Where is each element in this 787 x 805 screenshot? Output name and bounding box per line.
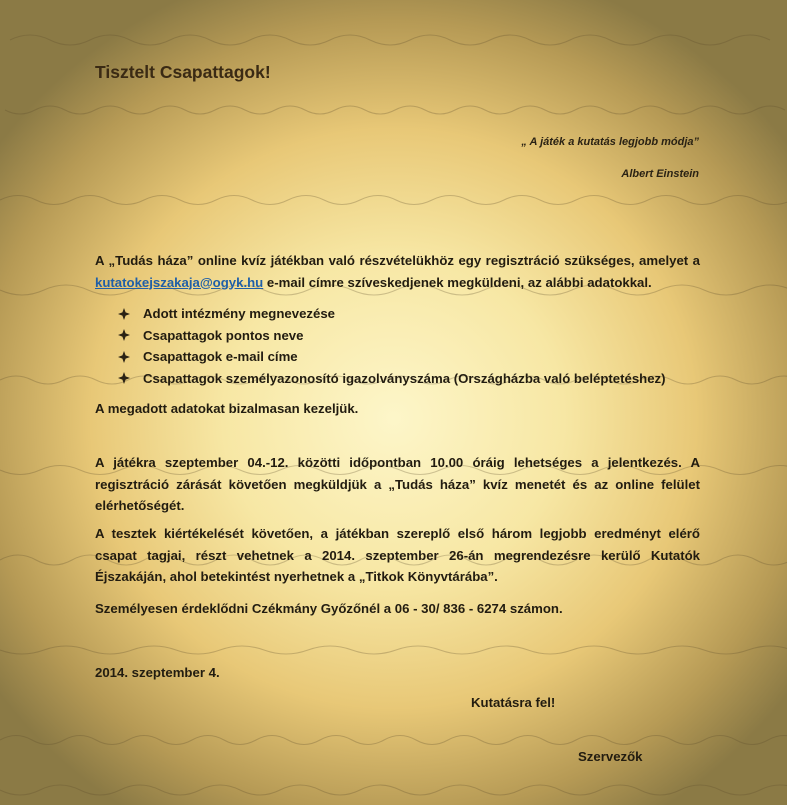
greeting-heading: Tisztelt Csapattagok! <box>95 62 271 82</box>
privacy-note: A megadott adatokat bizalmasan kezeljük. <box>95 401 359 416</box>
list-item <box>118 346 666 368</box>
diamond-bullet-icon <box>118 308 130 320</box>
list-item <box>118 325 666 347</box>
required-data-list <box>118 303 666 389</box>
intro-text-end: e-mail címre szíveskedjenek megküldeni, az alábbi adatokkal. <box>263 274 652 290</box>
registration-paragraph: A játékra szeptember 04.-12. közötti időpontban 10.00 óráig lehetséges a jelentkezés. A regisztráció zárását követően megküldjük a „Tudás háza” kvíz menetét és az online felület elérhetőségét. <box>95 455 700 513</box>
slogan: Kutatásra fel! <box>471 695 556 710</box>
intro-paragraph <box>95 250 700 293</box>
diamond-bullet-icon <box>118 329 130 341</box>
signature: Szervezők <box>578 749 643 764</box>
diamond-bullet-icon <box>118 372 130 384</box>
email-link[interactable]: kutatokejszakaja@ogyk.hu <box>95 274 264 290</box>
results-paragraph: A tesztek kiértékelését követően, a játékban szereplő első három legjobb eredményt elérő csapat tagjai, részt vehetnek a 2014. szeptember 26-án megrendezésre kerülő Kutatók Éjszakáján, ahol betekintést nyerhetnek a „Titkok Könyvtárába”. <box>95 526 700 584</box>
contact-paragraph: Személyesen érdeklődni Czékmány Győzőnél a 06 - 30/ 836 - 6274 számon. <box>95 601 563 616</box>
list-item <box>118 303 666 325</box>
quote-author: Albert Einstein <box>621 168 699 180</box>
list-item-text: Adott intézmény megnevezése <box>143 306 336 321</box>
diamond-bullet-icon <box>118 351 130 363</box>
list-item-text: Csapattagok pontos neve <box>143 327 304 343</box>
list-item-text: Csapattagok e-mail címe <box>143 349 298 364</box>
list-item-text: Csapattagok személyazonosító igazolványszáma (Országházba való beléptetéshez) <box>143 370 666 386</box>
letter-date: 2014. szeptember 4. <box>95 665 220 680</box>
motto-quote: „ A játék a kutatás legjobb módja” <box>521 136 699 148</box>
list-item <box>118 368 666 390</box>
intro-text-start: A „Tudás háza” online kvíz játékban való részvételükhöz egy regisztráció szükséges, amelyet a <box>95 253 700 268</box>
